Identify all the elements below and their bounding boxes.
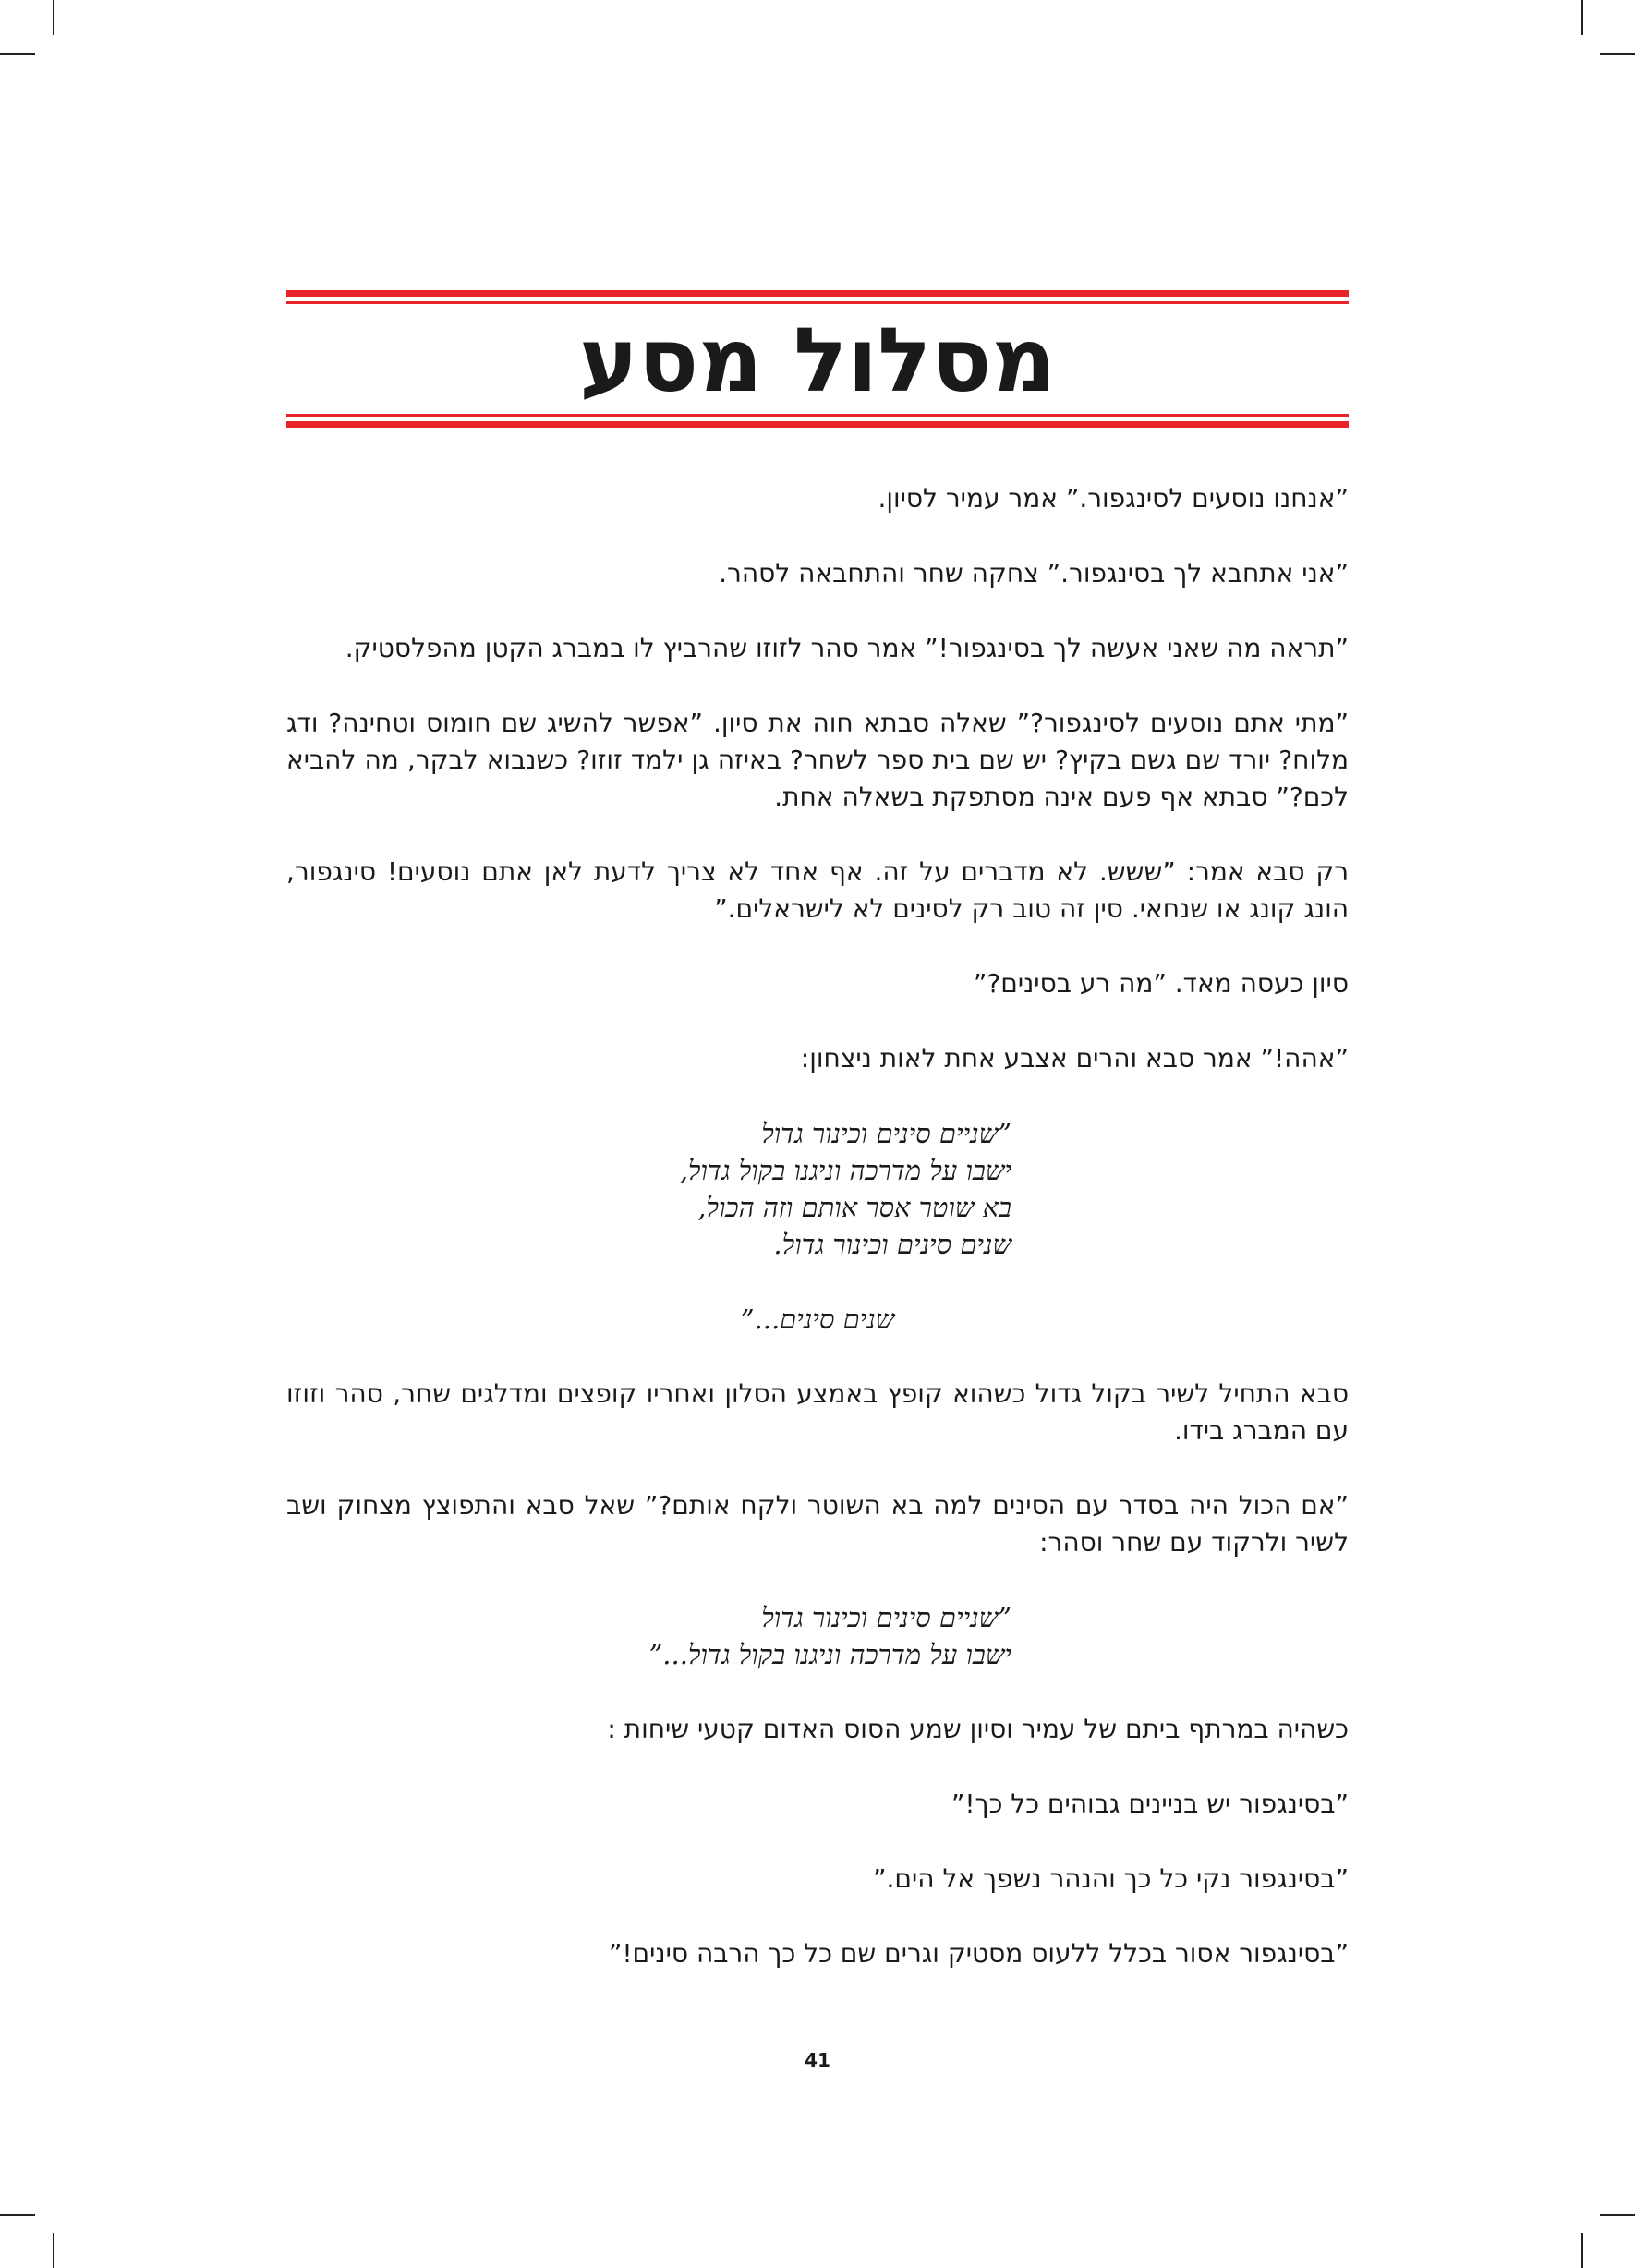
- paragraph: ”אהה!” אמר סבא והרים אצבע אחת לאות ניצחון:: [800, 1043, 1349, 1073]
- rule-thick: [286, 290, 1349, 297]
- paragraph: ”אנחנו נוסעים לסינגפור.” אמר עמיר לסיון.: [878, 483, 1349, 514]
- song-line: ישבו על מדרכה וניגנו בקול גדול,: [679, 1155, 1011, 1186]
- paragraph: סבא התחיל לשיר בקול גדול כשהוא קופץ באמצע הסלון ואחריו קופצים ומדלגים שחר, סהר וזוזו עם המברג בידו.: [286, 1378, 1349, 1446]
- crop-mark-bottom-left-h: [0, 2214, 35, 2216]
- rule-thin: [286, 414, 1349, 417]
- song-line: ”שניים סינים וכינור גדול: [761, 1118, 1011, 1149]
- crop-mark-top-left-v: [53, 0, 54, 35]
- paragraph: ”בסינגפור אסור בכלל ללעוס מסטיק וגרים שם כל כך הרבה סינים!”: [608, 1938, 1349, 1969]
- song-ending: [286, 1301, 1349, 1338]
- crop-mark-top-right-h: [1600, 53, 1635, 55]
- crop-mark-bottom-right-v: [1581, 2233, 1583, 2268]
- rule-thick: [286, 421, 1349, 428]
- paragraph: ”אני אתחבא לך בסינגפור.” צחקה שחר והתחבאה לסהר.: [719, 558, 1349, 588]
- crop-mark-bottom-right-h: [1600, 2214, 1635, 2216]
- song-line: בא שוטר אסר אותם וזה הכול,: [697, 1192, 1011, 1223]
- chapter-body: [286, 480, 1349, 2010]
- rule-thin: [286, 301, 1349, 304]
- song-line: שנים סינים וכינור גדול.: [773, 1229, 1011, 1260]
- page-number: 41: [805, 2049, 830, 2071]
- song-line: ”שניים סינים וכינור גדול: [761, 1602, 1011, 1633]
- crop-mark-top-left-h: [0, 53, 35, 55]
- paragraph: ”בסינגפור יש בניינים גבוהים כל כך!”: [951, 1789, 1349, 1819]
- song-line: ישבו על מדרכה וניגנו בקול גדול...”: [648, 1639, 1011, 1670]
- crop-mark-bottom-left-v: [53, 2233, 54, 2268]
- paragraph: ”בסינגפור נקי כל כך והנהר נשפך אל הים.”: [873, 1863, 1349, 1894]
- page: [286, 0, 1349, 2268]
- paragraph: ”תראה מה שאני אעשה לך בסינגפור!” אמר סהר לזוזו שהרביץ לו במברג הקטן מהפלסטיק.: [345, 633, 1349, 663]
- song-verse: [624, 1115, 1011, 1263]
- paragraph: ”מתי אתם נוסעים לסינגפור?” שאלה סבתא חוה את סיון. ”אפשר להשיג שם חומוס וטחינה? ודג מלוח? יורד שם גשם בקיץ? יש שם בית ספר לשחר? באיזה גן ילמד זוזו? כשנבוא לבקר, מה להביא לכם?” סבתא אף פעם אינה מסתפקת בשאלה אחת.: [286, 708, 1349, 812]
- paragraph: סיון כעסה מאד. ”מה רע בסינים?”: [973, 968, 1349, 999]
- paragraph: ”אם הכול היה בסדר עם הסינים למה בא השוטר ולקח אותם?” שאל סבא והתפוצץ מצחוק ושב לשיר ולרקוד עם שחר וסהר:: [286, 1490, 1349, 1558]
- paragraph: כשהיה במרתף ביתם של עמיר וסיון שמע הסוס האדום קטעי שיחות :: [607, 1714, 1349, 1744]
- song-verse: [624, 1599, 1011, 1673]
- chapter-title: מסלול מסע: [579, 309, 1056, 412]
- song-line: שנים סינים...”: [740, 1304, 895, 1335]
- crop-mark-top-right-v: [1581, 0, 1583, 35]
- paragraph: רק סבא אמר: ”ששש. לא מדברים על זה. אף אחד לא צריך לדעת לאן אתם נוסעים! סינגפור, הונג קונג או שנחאי. סין זה טוב רק לסינים לא לישראלים.”: [286, 856, 1349, 924]
